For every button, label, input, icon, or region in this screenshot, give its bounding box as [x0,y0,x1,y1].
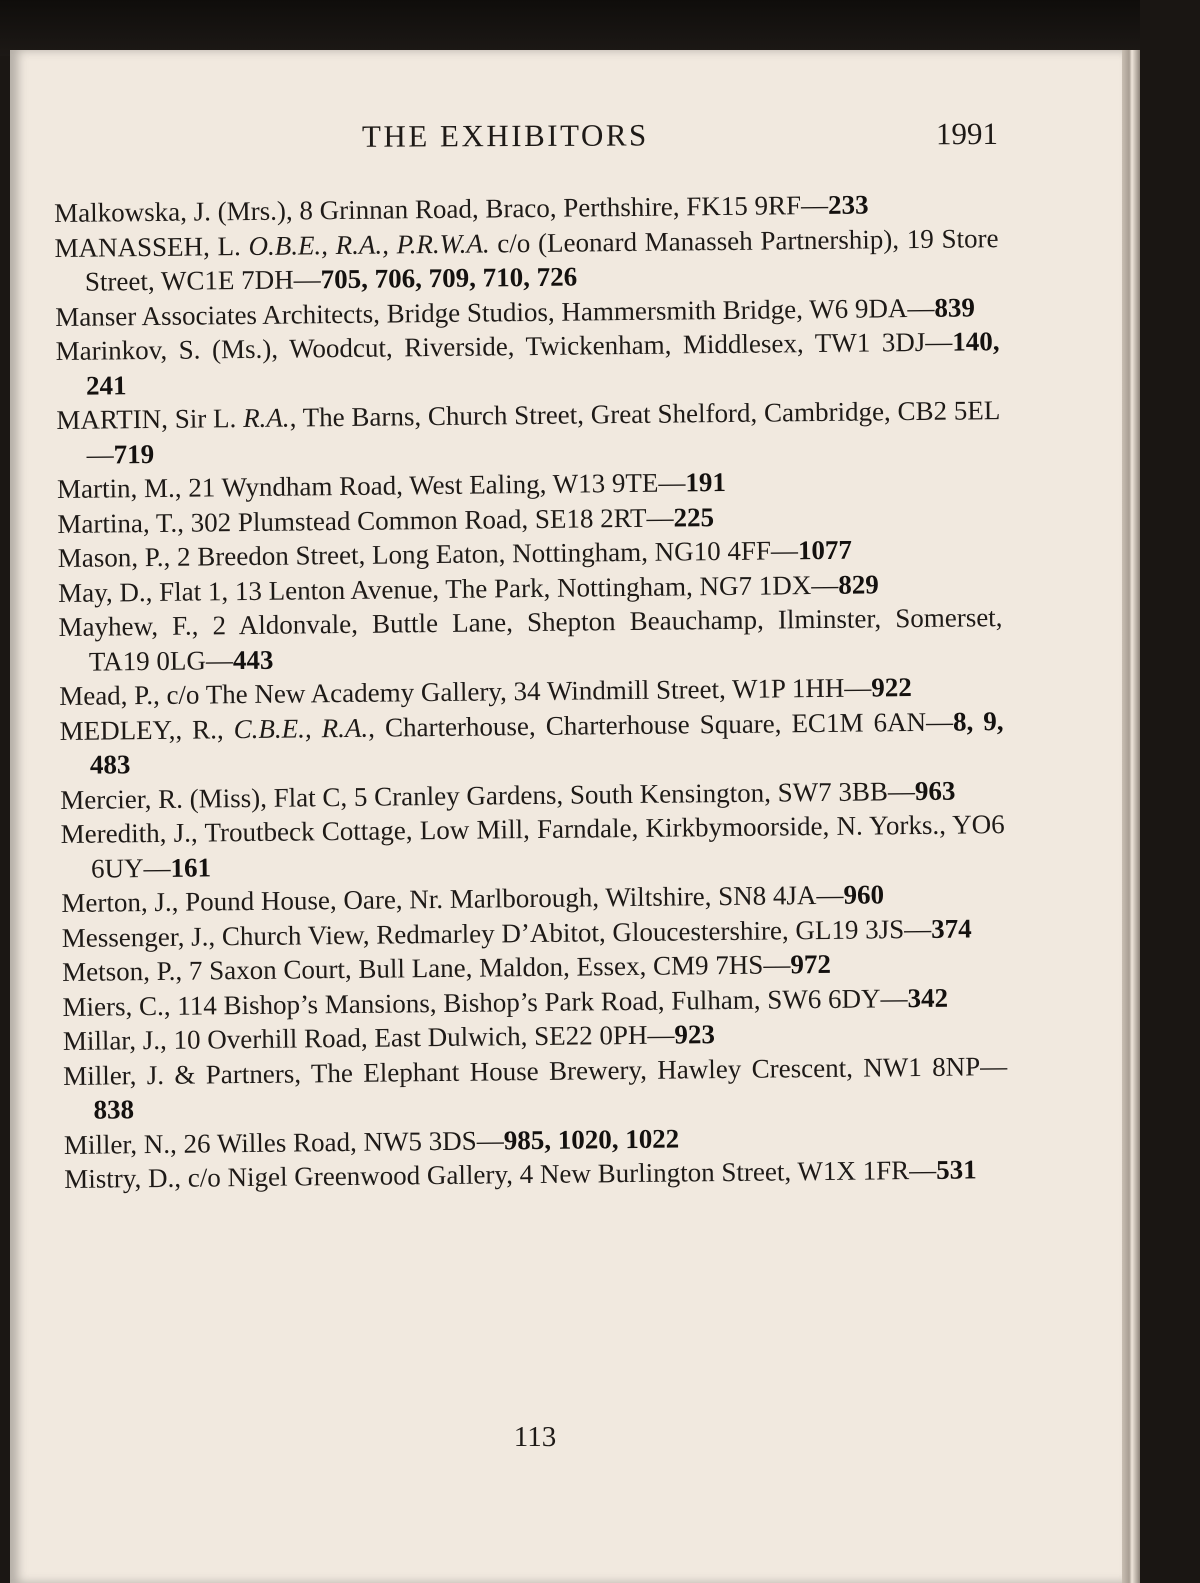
entry-address: Meredith, J., Troutbeck Cottage, Low Mill, Farndale, Kirkbymoorside, N. Yorks., YO6 6UY— [60,809,1005,884]
entry-address: Metson, P., 7 Saxon Court, Bull Lane, Maldon, Essex, CM9 7HS— [61,949,791,987]
entry-address: Martina, T., 302 Plumstead Common Road, SE18 2RT— [57,502,674,539]
catalogue-numbers: 225 [673,501,715,533]
exhibitor-entry [63,1049,1008,1128]
catalogue-numbers: 8, 9, 483 [89,705,1004,780]
exhibitor-list [54,186,1008,1196]
catalogue-numbers: 705, 706, 709, 710, 726 [320,261,578,295]
catalogue-numbers: 342 [907,982,949,1013]
entry-address: May, D., Flat 1, 13 Lenton Avenue, The Park, Nottingham, NG7 1DX— [57,569,839,608]
entry-address: Miller, N., 26 Willes Road, NW5 3DS— [63,1124,504,1160]
entry-address: c/o (Leonard Manasseh Partnership), 19 Store Street, WC1E 7DH— [84,222,999,297]
catalogue-numbers: 140, 241 [85,326,1000,401]
header-year: 1991 [935,115,999,152]
entry-address: Merton, J., Pound House, Oare, Nr. Marlborough, Wiltshire, SN8 4JA— [61,879,844,918]
entry-address: Mayhew, F., 2 Aldonvale, Buttle Lane, Shepton Beauchamp, Ilminster, Somerset, TA19 0LG— [58,602,1003,677]
exhibitor-entry [58,600,1003,679]
page-stack-edge [1122,50,1140,1583]
catalogue-numbers: 719 [113,438,155,469]
exhibitor-entry [56,393,1001,472]
catalogue-numbers: 922 [871,672,912,703]
entry-honours: R.A. [242,402,290,434]
catalogue-numbers: 923 [674,1019,716,1050]
entry-honours: C.B.E., R.A. [233,712,369,744]
entry-address: , The Barns, Church Street, Great Shelford, Cambridge, CB2 5EL— [86,395,1001,470]
catalogue-numbers: 161 [170,851,212,883]
entry-address: Mistry, D., c/o Nigel Greenwood Gallery, 4 New Burlington Street, W1X 1FR— [64,1154,937,1194]
catalogue-numbers: 531 [935,1154,977,1185]
entry-address: Mercier, R. (Miss), Flat C, 5 Cranley Gardens, South Kensington, SW7 3BB— [60,775,916,815]
header-title: THE EXHIBITORS [361,117,649,154]
exhibitor-entry [61,807,1006,886]
entry-address: Miller, J. & Partners, The Elephant House Brewery, Hawley Crescent, NW1 8NP— [63,1050,1008,1091]
running-header [50,116,1002,164]
entry-address: Mead, P., c/o The New Academy Gallery, 34 Windmill Street, W1P 1HH— [59,672,872,711]
catalogue-numbers: 838 [93,1094,135,1125]
exhibitor-entry [54,221,999,300]
scan-background-top [0,0,1200,56]
entry-address: Martin, M., 21 Wyndham Road, West Ealing, W13 9TE— [56,467,686,504]
entry-address: Malkowska, J. (Mrs.), 8 Grinnan Road, Braco, Perthshire, FK15 9RF— [54,189,829,228]
catalogue-numbers: 963 [914,775,956,806]
catalogue-numbers: 960 [843,879,885,910]
exhibitor-entry [55,324,1000,403]
catalogue-numbers: 191 [685,466,727,498]
entry-address: Miers, C., 114 Bishop’s Mansions, Bishop’s Park Road, Fulham, SW6 6DY— [62,982,908,1022]
entry-address: Marinkov, S. (Ms.), Woodcut, Riverside, Twickenham, Middlesex, TW1 3DJ— [55,326,953,366]
page-number: 113 [513,1421,557,1453]
catalogue-numbers: 972 [790,948,832,980]
scan-background-right [1140,0,1200,1583]
catalogue-numbers: 839 [934,291,976,323]
catalogue-numbers: 829 [838,568,879,600]
entry-honours: O.B.E., R.A., P.R.W.A. [248,227,490,261]
entry-name: MEDLEY,, R., [59,713,234,746]
catalogue-numbers: 985, 1020, 1022 [503,1123,680,1155]
entry-address: Mason, P., 2 Breedon Street, Long Eaton, Nottingham, NG10 4FF— [57,535,799,573]
catalogue-numbers: 443 [232,644,274,675]
entry-address: Millar, J., 10 Overhill Road, East Dulwich, SE22 0PH— [62,1019,675,1056]
catalogue-numbers: 233 [827,189,869,220]
catalogue-numbers: 1077 [797,534,853,566]
catalogue-numbers: 374 [930,912,972,944]
entry-address: , Charterhouse, Charterhouse Square, EC1M 6AN— [368,706,954,743]
exhibitor-entry [59,704,1004,783]
entry-address: Messenger, J., Church View, Redmarley D’Abitot, Gloucestershire, GL19 3JS— [61,913,932,953]
entry-address: Manser Associates Architects, Bridge Studios, Hammersmith Bridge, W6 9DA— [55,292,935,332]
entry-name: MARTIN, Sir L. [56,403,244,435]
entry-name: MANASSEH, L. [54,230,249,263]
